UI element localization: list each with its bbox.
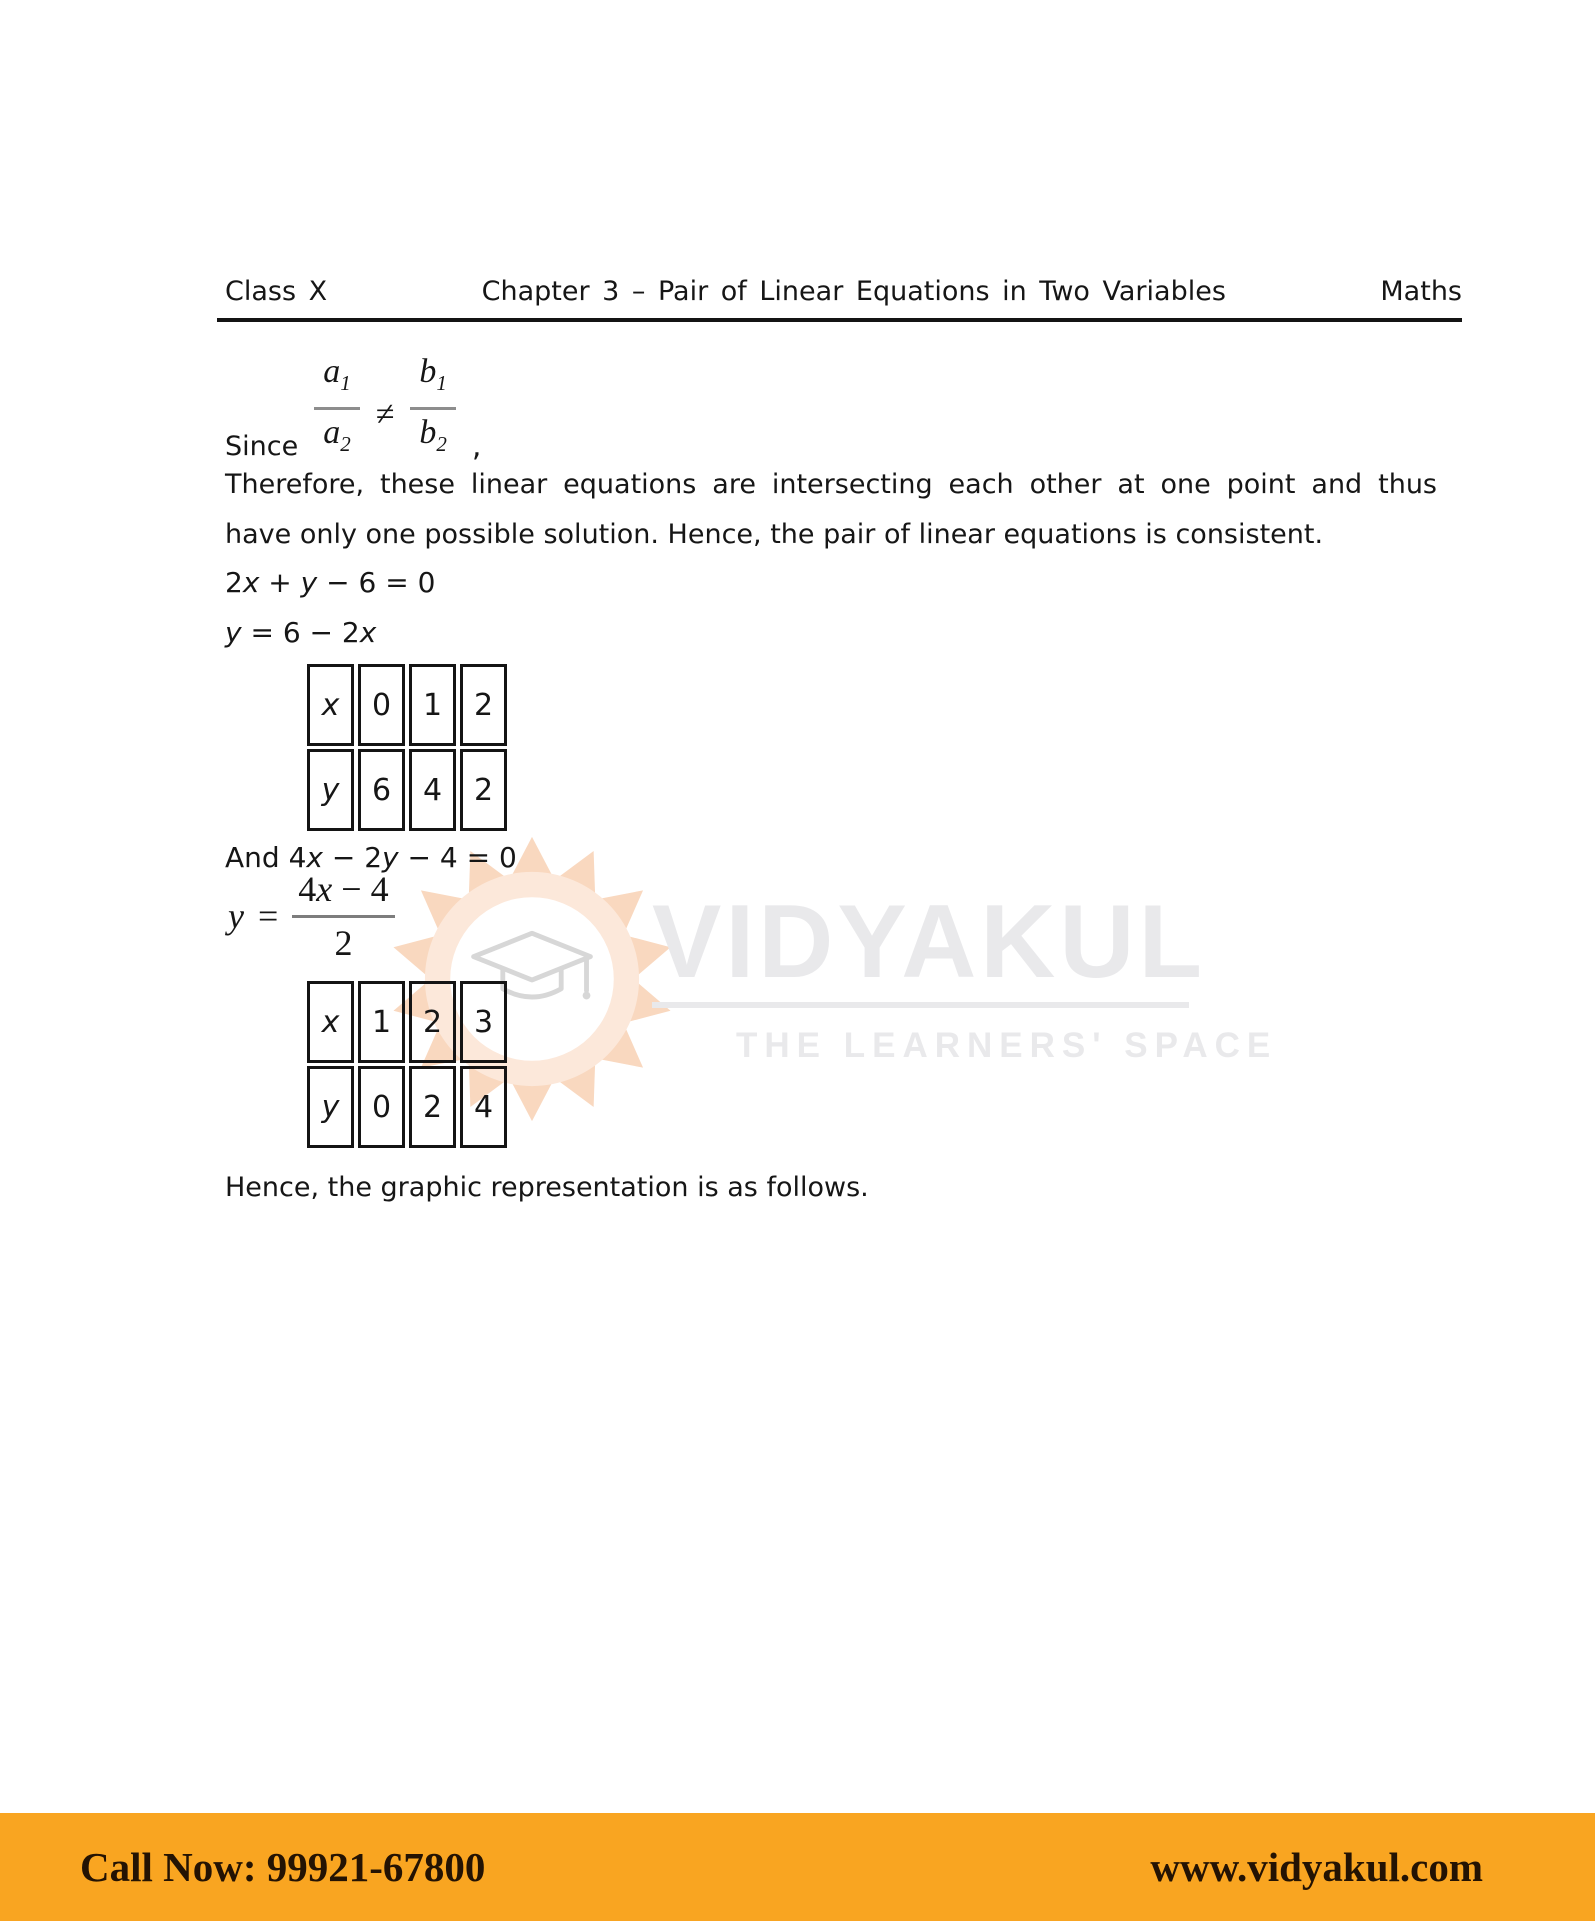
table-cell: 4 [460,1066,507,1148]
watermark-text [652,884,1278,1066]
table-cell: 2 [409,1066,456,1148]
fraction-stack: $\frac{4x - 4}{2}$ [292,868,394,964]
table-cell: 1 [409,664,456,746]
equation-2x-plus-y: 2x + y − 6 = 0 [225,566,436,599]
fraction-a1-a2: $\frac{a_1}{a_2}$ [314,352,360,464]
table-cell: 6 [358,749,405,831]
table-row [307,664,507,746]
watermark-brand: VIDYAKUL [652,884,1207,1000]
value-table-1 [303,661,511,834]
watermark-tagline: THE LEARNERS' SPACE [736,1026,1278,1065]
page-footer [0,1813,1595,1921]
table-cell: 4 [409,749,456,831]
header-chapter-title: Chapter 3 – Pair of Linear Equations in Two Variables [481,276,1226,307]
closing-text: Hence, the graphic representation is as follows. [225,1172,869,1203]
table-cell: y [307,1066,354,1148]
since-condition-row [225,352,481,464]
watermark-underline [652,1002,1189,1008]
footer-call-now: Call Now: 99921-67800 [80,1844,486,1890]
equation-fraction-4x-minus-4-over-2 [228,868,395,964]
not-equal-sign: ≠ [375,395,395,433]
trailing-comma: , [471,428,482,464]
header-class: Class X [225,276,328,307]
table-cell: 0 [358,664,405,746]
paragraph-line-2: have only one possible solution. Hence, the pair of linear equations is consistent. [225,519,1324,550]
header-subject: Maths [1380,276,1462,307]
table-cell: 2 [460,664,507,746]
table-cell: 0 [358,1066,405,1148]
table-cell: 2 [409,981,456,1063]
table-row [307,1066,507,1148]
table-cell: y [307,749,354,831]
explanation-paragraph [225,460,1437,560]
equation-y-equals: y = 6 − 2x [225,616,377,649]
fraction-b1-b2: $\frac{b_1}{b_2}$ [410,352,456,464]
footer-website-link[interactable]: www.vidyakul.com [1150,1844,1483,1890]
equals-sign: = [257,896,279,936]
table-cell: 2 [460,749,507,831]
table-cell: x [307,664,354,746]
equation-and-4x: And 4x − 2y − 4 = 0 [225,841,517,874]
frac-lhs: y [228,896,244,936]
value-table-2 [303,978,511,1151]
table-row [307,981,507,1063]
table-cell: x [307,981,354,1063]
since-label: Since [225,430,299,462]
table-row [307,749,507,831]
paragraph-line-1: Therefore, these linear equations are intersecting each other at one point and thus [225,469,1437,500]
page-header [217,276,1462,322]
table-cell: 3 [460,981,507,1063]
table-cell: 1 [358,981,405,1063]
